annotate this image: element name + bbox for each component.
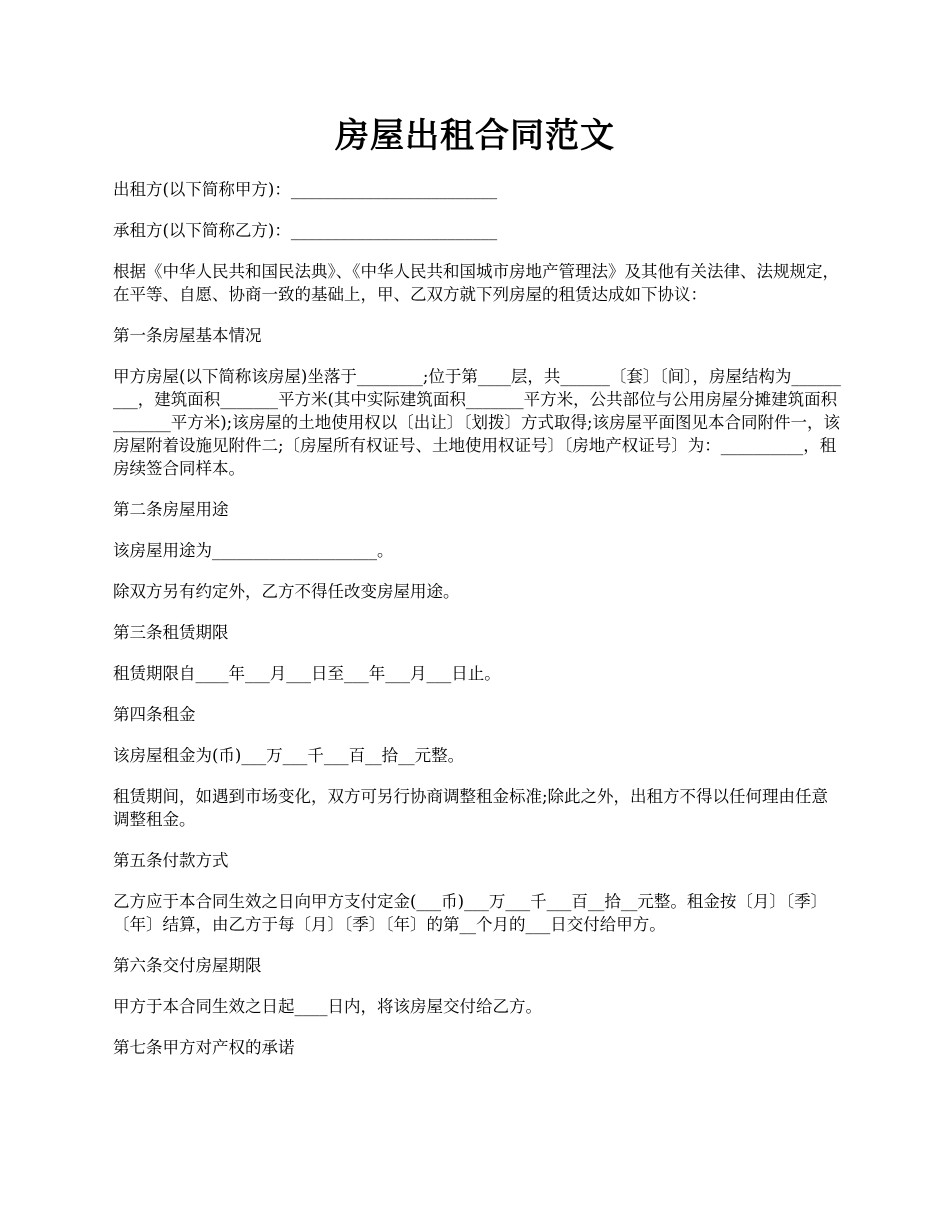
document-body xyxy=(113,178,843,1077)
article-2-heading: 第二条房屋用途 xyxy=(113,500,229,519)
article-4-body-adjustment: 租赁期间，如遇到市场变化，双方可另行协商调整租金标准;除此之外，出租方不得以任何理由任意调整租金。 xyxy=(113,787,829,829)
article-6-body: 甲方于本合同生效之日起____日内，将该房屋交付给乙方。 xyxy=(113,997,542,1016)
lessee-line: 承租方(以下简称乙方)：_________________________ xyxy=(113,221,498,240)
article-4-body-rent: 该房屋租金为(币)___万___千___百__拾__元整。 xyxy=(113,746,465,765)
article-2-body-restriction: 除双方另有约定外，乙方不得任改变房屋用途。 xyxy=(113,582,460,601)
article-1-heading: 第一条房屋基本情况 xyxy=(113,326,262,345)
lessor-line: 出租方(以下简称甲方)：_________________________ xyxy=(113,180,498,199)
preamble-paragraph: 根据《中华人民共和国民法典》、《中华人民共和国城市房地产管理法》及其他有关法律、法规规定，在平等、自愿、协商一致的基础上，甲、乙双方就下列房屋的租赁达成如下协议： xyxy=(113,262,839,304)
article-5-heading: 第五条付款方式 xyxy=(113,851,229,870)
article-4-heading: 第四条租金 xyxy=(113,705,196,724)
article-2-body-usage: 该房屋用途为____________________。 xyxy=(113,541,394,560)
article-6-heading: 第六条交付房屋期限 xyxy=(113,956,262,975)
article-3-heading: 第三条租赁期限 xyxy=(113,623,229,642)
article-3-body: 租赁期限自____年___月___日至___年___月___日止。 xyxy=(113,664,501,683)
article-1-body: 甲方房屋(以下简称该房屋)坐落于________;位于第____层，共______〔套〕〔间〕，房屋结构为_________，建筑面积_______平方米(其中实际建筑面积_______平方米，公共部位与公用房屋分摊建筑面积_______平方米);该房屋的土地使用权以〔出让〕〔划拨〕方式取得;该房屋平面图见本合同附件一，该房屋附着设施见附件二;〔房屋所有权证号、土地使用权证号〕〔房地产权证号〕为：__________，租房续签合同样本。 xyxy=(113,367,841,478)
article-7-heading: 第七条甲方对产权的承诺 xyxy=(113,1038,295,1057)
article-5-body: 乙方应于本合同生效之日向甲方支付定金(___币)___万___千___百__拾__元整。租金按〔月〕〔季〕〔年〕结算，由乙方于每〔月〕〔季〕〔年〕的第__个月的___日交付给甲方。 xyxy=(113,892,828,934)
document-title: 房屋出租合同范文 xyxy=(335,116,615,156)
